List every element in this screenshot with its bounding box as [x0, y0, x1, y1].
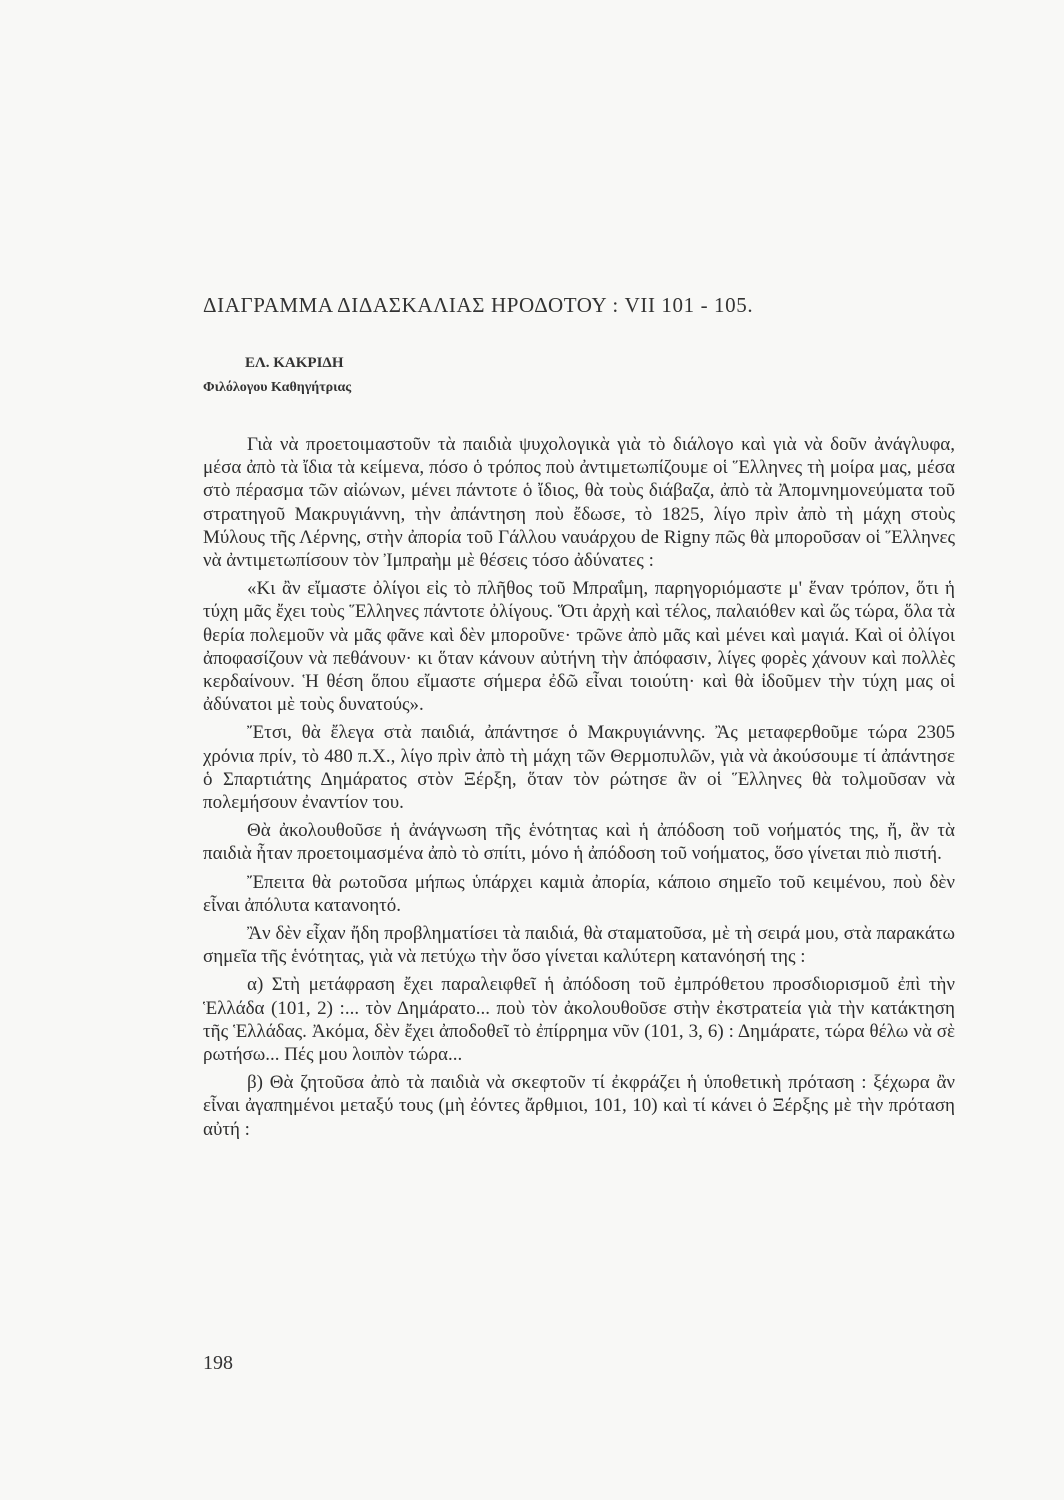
paragraph-questions: Ἔπειτα θὰ ρωτοῦσα μήπως ὑπάρχει καμιὰ ἀπορία, κάποιο σημεῖο τοῦ κειμένου, ποὺ δὲν εἶναι ἀπόλυτα κατανοητό. — [203, 871, 955, 916]
author-name: ΕΛ. ΚΑΚΡΙΔΗ — [245, 355, 344, 371]
paragraph-points: Ἂν δὲν εἶχαν ἤδη προβληματίσει τὰ παιδιά, θὰ σταματοῦσα, μὲ τὴ σειρά μου, στὰ παρακάτω σημεῖα τῆς ἑνότητας, γιὰ νὰ πετύχω τὴν ὅσο γίνεται καλύτερη κατανόησή της : — [203, 923, 955, 968]
paragraph-reading: Θὰ ἀκολουθοῦσε ἡ ἀνάγνωση τῆς ἑνότητας καὶ ἡ ἀπόδοση τοῦ νοήματός της, ἤ, ἂν τὰ παιδιὰ ἦταν προετοιμασμένα ἀπὸ τὸ σπίτι, μόνο ἡ ἀπόδοση τοῦ νοήματος, ὅσο γίνεται πιὸ πιστή. — [203, 820, 955, 865]
paragraph-quote-makrygiannis: «Κι ἂν εἴμαστε ὀλίγοι εἰς τὸ πλῆθος τοῦ Μπραΐμη, παρηγοριόμαστε μ' ἕναν τρόπον, ὅτι ἡ τύχη μᾶς ἔχει τοὺς Ἕλληνες πάντοτε ὀλίγους. Ὅτι ἀρχὴ καὶ τέλος, παλαιόθεν καὶ ὥς τώρα, ὅλα τὰ θερία πολεμοῦν νὰ μᾶς φᾶνε καὶ δὲν μποροῦνε· τρῶνε ἀπὸ μᾶς καὶ μένει καὶ μαγιά. Καὶ οἱ ὀλίγοι ἀποφασίζουν νὰ πεθάνουν· κι ὅταν κάνουν αὐτήνη τὴν ἀπόφασιν, λίγες φορὲς χάνουν καὶ πολλὲς κερδαίνουν. Ἡ θέση ὅπου εἴμαστε σήμερα ἐδῶ εἶναι τοιούτη· καὶ θὰ ἰδοῦμεν τὴν τύχη μας οἱ ἀδύνατοι μὲ τοὺς δυνατούς». — [203, 578, 955, 716]
document-title: ΔΙΑΓΡΑΜΜΑ ΔΙΔΑΣΚΑΛΙΑΣ ΗΡΟΔΟΤΟΥ : VII 101 - 105. — [203, 293, 754, 317]
paragraph-transition: Ἔτσι, θὰ ἔλεγα στὰ παιδιά, ἀπάντησε ὁ Μακρυγιάννης. Ἂς μεταφερθοῦμε τώρα 2305 χρόνια πρίν, τὸ 480 π.Χ., λίγο πρὶν ἀπὸ τὴ μάχη τῶν Θερμοπυλῶν, γιὰ νὰ ἀκούσουμε τί ἀπάντησε ὁ Σπαρτιάτης Δημάρατος στὸν Ξέρξη, ὅταν τὸν ρώτησε ἂν οἱ Ἕλληνες θὰ τολμοῦσαν νὰ πολεμήσουν ἐναντίον του. — [203, 722, 955, 814]
paragraph-intro: Γιὰ νὰ προετοιμαστοῦν τὰ παιδιὰ ψυχολογικὰ γιὰ τὸ διάλογο καὶ γιὰ νὰ δοῦν ἀνάγλυφα, μέσα ἀπὸ τὰ ἴδια τὰ κείμενα, πόσο ὁ τρόπος ποὺ ἀντιμετωπίζουμε οἱ Ἕλληνες τὴ μοίρα μας, μέσα στὸ πέρασμα τῶν αἰώνων, μένει πάντοτε ὁ ἴδιος, θὰ τοὺς διάβαζα, ἀπὸ τὰ Ἀπομνημονεύματα τοῦ στρατηγοῦ Μακρυγιάννη, τὴν ἀπάντηση ποὺ ἔδωσε, τὸ 1825, λίγο πρὶν ἀπὸ τὴ μάχη στοὺς Μύλους τῆς Λέρνης, στὴν ἀπορία τοῦ Γάλλου ναυάρχου de Rigny πῶς θὰ μποροῦσαν οἱ Ἕλληνες νὰ ἀντιμετωπίσουν τὸν Ἰμπραὴμ μὲ θέσεις τόσο ἀδύνατες : — [203, 434, 955, 572]
author-affiliation: Φιλόλογου Καθηγήτριας — [203, 380, 352, 395]
page-number: 198 — [203, 1352, 233, 1374]
paragraph-point-a: α) Στὴ μετάφραση ἔχει παραλειφθεῖ ἡ ἀπόδοση τοῦ ἐμπρόθετου προσδιορισμοῦ ἐπὶ τὴν Ἑλλάδα (101, 2) :... τὸν Δημάρατο... ποὺ τὸν ἀκολουθοῦσε στὴν ἐκστρατεία γιὰ τὴν κατάκτηση τῆς Ἑλλάδας. Ἀκόμα, δὲν ἔχει ἀποδοθεῖ τὸ ἐπίρρημα νῦν (101, 3, 6) : Δημάρατε, τώρα θέλω νὰ σὲ ρωτήσω... Πές μου λοιπὸν τώρα... — [203, 974, 955, 1066]
body-text — [203, 433, 955, 1146]
paragraph-point-b: β) Θὰ ζητοῦσα ἀπὸ τὰ παιδιὰ νὰ σκεφτοῦν τί ἐκφράζει ἡ ὑποθετικὴ πρόταση : ξέχωρα ἂν εἶναι ἀγαπημένοι μεταξύ τους (μὴ ἐόντες ἄρθμιοι, 101, 10) καὶ τί κάνει ὁ Ξέρξης μὲ τὴν πρόταση αὐτή : — [203, 1072, 955, 1140]
